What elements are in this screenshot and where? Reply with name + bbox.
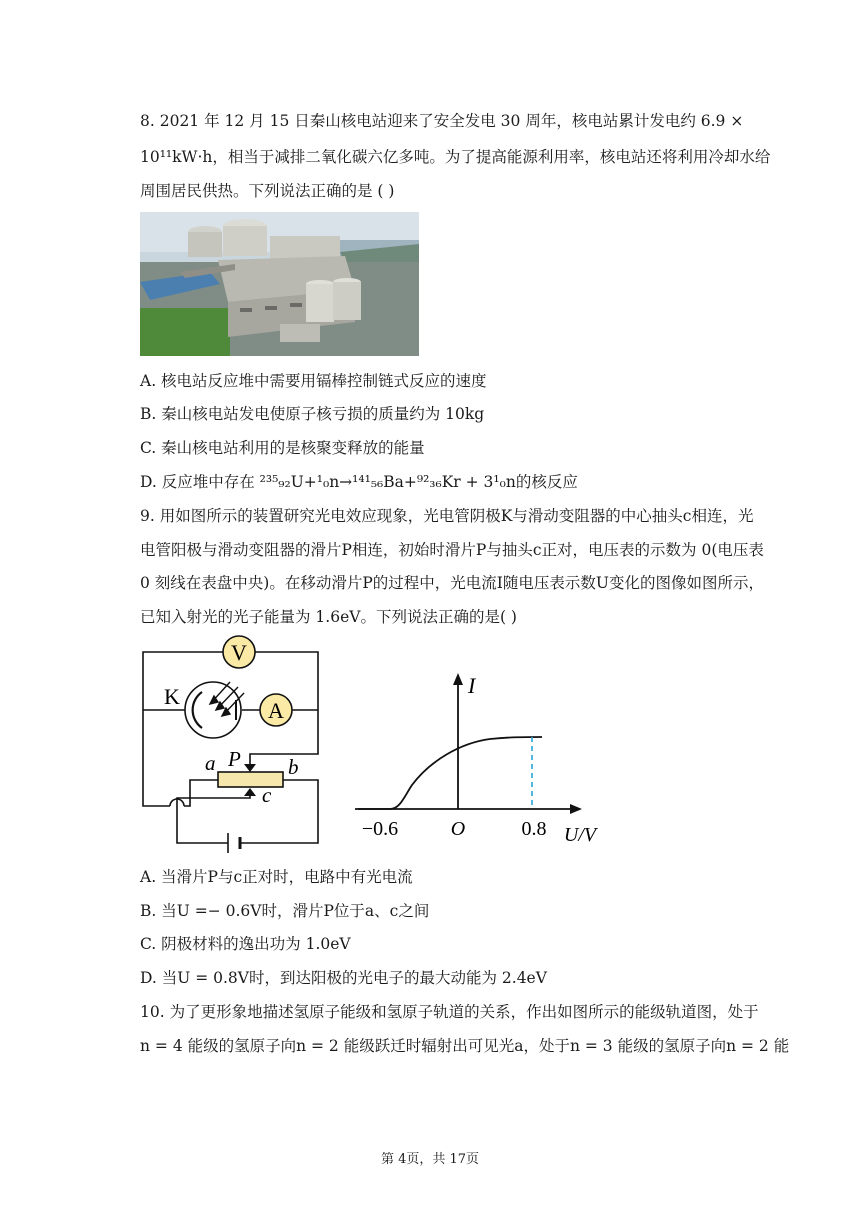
tick-right-label: 0.8	[521, 818, 547, 840]
q9-option-c: C. 阴极材料的逸出功为 1.0eV	[140, 935, 351, 953]
ammeter-label: A	[268, 698, 284, 723]
q8-option-c: C. 秦山核电站利用的是核聚变释放的能量	[140, 439, 425, 457]
q9-option-a: A. 当滑片P与c正对时，电路中有光电流	[140, 868, 413, 886]
q9-line-4: 已知入射光的光子能量为 1.6eV。下列说法正确的是( )	[140, 608, 517, 626]
q9-line-3: 0 刻线在表盘中央)。在移动滑片P的过程中，光电流I随电压表示数U变化的图像如图所示，	[140, 574, 764, 592]
terminal-a-label: a	[205, 751, 216, 775]
photoelectric-circuit-diagram	[130, 630, 340, 860]
x-axis-arrow-icon	[570, 804, 582, 814]
q10-line-1: 10. 为了更形象地描述氢原子能级和氢原子轨道的关系，作出如图所示的能级轨道图，处于	[140, 1003, 759, 1021]
q9-option-d: D. 当U = 0.8V时，到达阳极的光电子的最大动能为 2.4eV	[140, 969, 547, 987]
cathode-label: K	[164, 684, 180, 709]
x-axis-label: U/V	[563, 824, 597, 845]
rheostat-icon	[218, 772, 283, 787]
tick-left-label: −0.6	[361, 818, 399, 840]
q9-line-1: 9. 用如图所示的装置研究光电效应现象，光电管阴极K与滑动变阻器的中心抽头c相连，光	[140, 507, 754, 525]
q8-line-3: 周围居民供热。下列说法正确的是 ( )	[140, 182, 395, 200]
tap-c-label: c	[262, 783, 272, 807]
q8-line-2: 10¹¹kW·h，相当于减排二氧化碳六亿多吨。为了提高能源利用率，核电站还将利用冷却水给	[140, 148, 771, 166]
photocurrent-curve	[358, 737, 542, 809]
q8-option-d: D. 反应堆中存在 ²³⁵₉₂U+¹₀n→¹⁴¹₅₆Ba+⁹²₃₆Kr + 3¹₀n的核反应	[140, 473, 578, 491]
y-axis-arrow-icon	[453, 673, 463, 685]
y-axis-label: I	[468, 673, 476, 698]
q8-line-1: 8. 2021 年 12 月 15 日秦山核电站迎来了安全发电 30 周年，核电站累计发电约 6.9 ×	[140, 112, 744, 130]
q8-option-b: B. 秦山核电站发电使原子核亏损的质量约为 10kg	[140, 405, 485, 423]
q10-line-2: n = 4 能级的氢原子向n = 2 能级跃迁时辐射出可见光a，处于n = 3 能级的氢原子向n = 2 能	[140, 1037, 790, 1055]
origin-label: O	[450, 818, 466, 840]
voltmeter-label: V	[231, 640, 247, 665]
current-voltage-graph	[350, 665, 610, 845]
q9-option-b: B. 当U =− 0.6V时，滑片P位于a、c之间	[140, 902, 430, 920]
page-footer: 第 4页，共 17页	[380, 1152, 480, 1167]
q8-option-a: A. 核电站反应堆中需要用镉棒控制链式反应的速度	[140, 372, 487, 390]
nuclear-plant-photo	[140, 212, 419, 356]
slider-p-label: P	[228, 747, 241, 771]
terminal-b-label: b	[288, 755, 299, 779]
q9-line-2: 电管阳极与滑动变阻器的滑片P相连，初始时滑片P与抽头c正对，电压表的示数为 0(电压表	[140, 541, 764, 559]
